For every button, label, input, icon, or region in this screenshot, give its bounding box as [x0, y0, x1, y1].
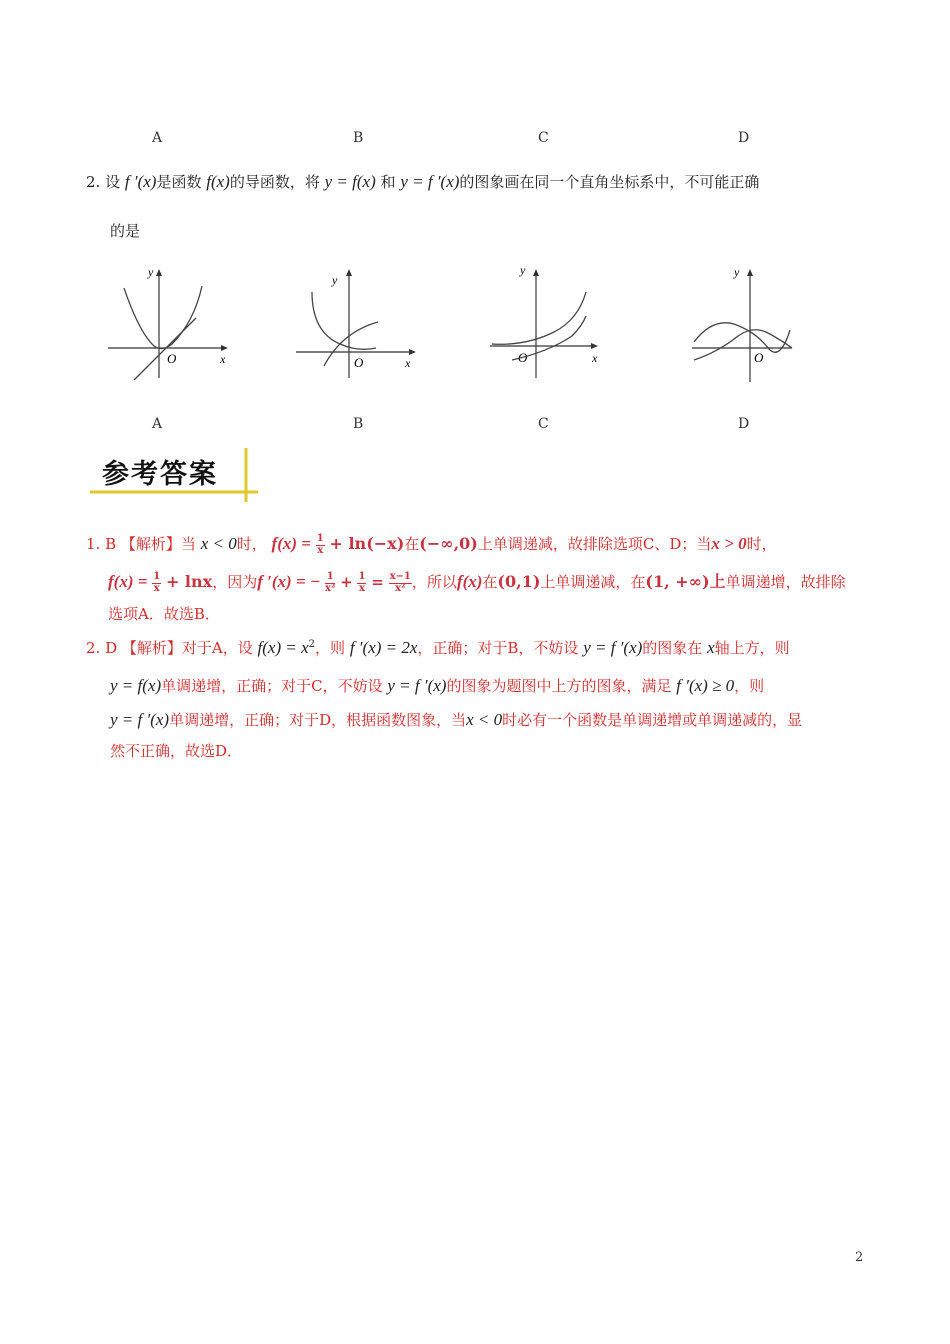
answer-banner: 参考答案 — [102, 459, 218, 490]
answer-1-line2: f(x) = $\frac{1}{x}$ + lnx，因为f ′(x) = − $\frac{1}{\text{x²}}$ + $\frac{1}{x}$ = $\frac{x-1}{\text{x²}}$ ，所以f(x)在(0,1)上单调递减，在(1, +∞)上单调递增，故排除 — [108, 571, 846, 594]
fraction: $\frac{1}{x}$ — [153, 571, 161, 594]
graph-b — [292, 262, 422, 382]
graph-option-d: D — [738, 416, 750, 432]
x-arrow — [409, 349, 416, 355]
y-label: y — [332, 273, 338, 287]
cosine-curve — [694, 330, 792, 360]
top-option-c: C — [538, 130, 549, 146]
answer-2-line2: y = f(x)单调递增，正确；对于C，不妨设 y = f ′(x)的图象为题图中上方的图象，满足 f ′(x) ≥ 0，则 — [110, 676, 765, 695]
x-label: x — [220, 352, 226, 366]
fraction: $\frac{x-1}{\text{x²}}$ — [389, 571, 411, 594]
origin-label: O — [354, 355, 364, 370]
answer-2-line1: 2. D 【解析】对于A，设 $f(x) = x^2$，则 f ′(x) = 2x，正确；对于B，不妨设 y = f ′(x)的图象在 x轴上方，则 — [86, 638, 790, 657]
log-curve — [324, 322, 378, 366]
y-arrow — [346, 269, 352, 276]
y-arrow — [156, 269, 162, 276]
top-option-b: B — [353, 130, 364, 146]
x-arrow — [221, 345, 228, 351]
answer-1-line1: 1. B 【解析】当 x < 0时， f(x) = $\frac{1}{x}$ + ln(−x)在(−∞,0)上单调递减，故排除选项C、D；当x > 0时， — [86, 533, 777, 556]
y-label: y — [734, 265, 740, 279]
page-number: 2 — [855, 1250, 864, 1265]
graph-c — [486, 262, 616, 382]
parabola-curve — [124, 286, 202, 349]
line-curve — [134, 318, 196, 380]
y-label: y — [520, 263, 526, 277]
question-2-line2: 的是 — [110, 222, 141, 240]
origin-label: O — [167, 351, 177, 366]
graph-d — [688, 262, 818, 382]
answer-2-line3: y = f ′(x)单调递增，正确；对于D，根据函数图象，当x < 0时必有一个函数是单调递增或单调递减的，显 — [110, 710, 803, 729]
x-label: x — [592, 351, 598, 365]
y-arrow — [747, 269, 753, 276]
answer-2-line4: 然不正确，故选D． — [110, 742, 243, 760]
origin-label: O — [754, 350, 764, 365]
top-option-a: A — [152, 130, 163, 146]
fraction: $\frac{1}{x}$ — [316, 533, 324, 556]
graph-option-c: C — [538, 416, 549, 432]
question-2-line1: 2. 设 f ′(x)是函数 f(x)的导函数，将 y = f(x) 和 y = f ′(x)的图象画在同一个直角坐标系中，不可能正确 — [86, 172, 760, 191]
origin-label: O — [518, 350, 528, 365]
graph-option-b: B — [353, 416, 364, 432]
answer-1-line3: 选项A．故选B． — [108, 605, 220, 623]
y-arrow — [533, 269, 539, 276]
graph-option-a: A — [152, 416, 163, 432]
fraction: $\frac{1}{\text{x²}}$ — [325, 571, 336, 594]
graph-a — [104, 262, 234, 382]
fraction: $\frac{1}{x}$ — [358, 571, 366, 594]
x-label: x — [405, 356, 411, 370]
x-arrow — [591, 343, 598, 349]
y-label: y — [148, 265, 154, 279]
top-option-d: D — [738, 130, 750, 146]
